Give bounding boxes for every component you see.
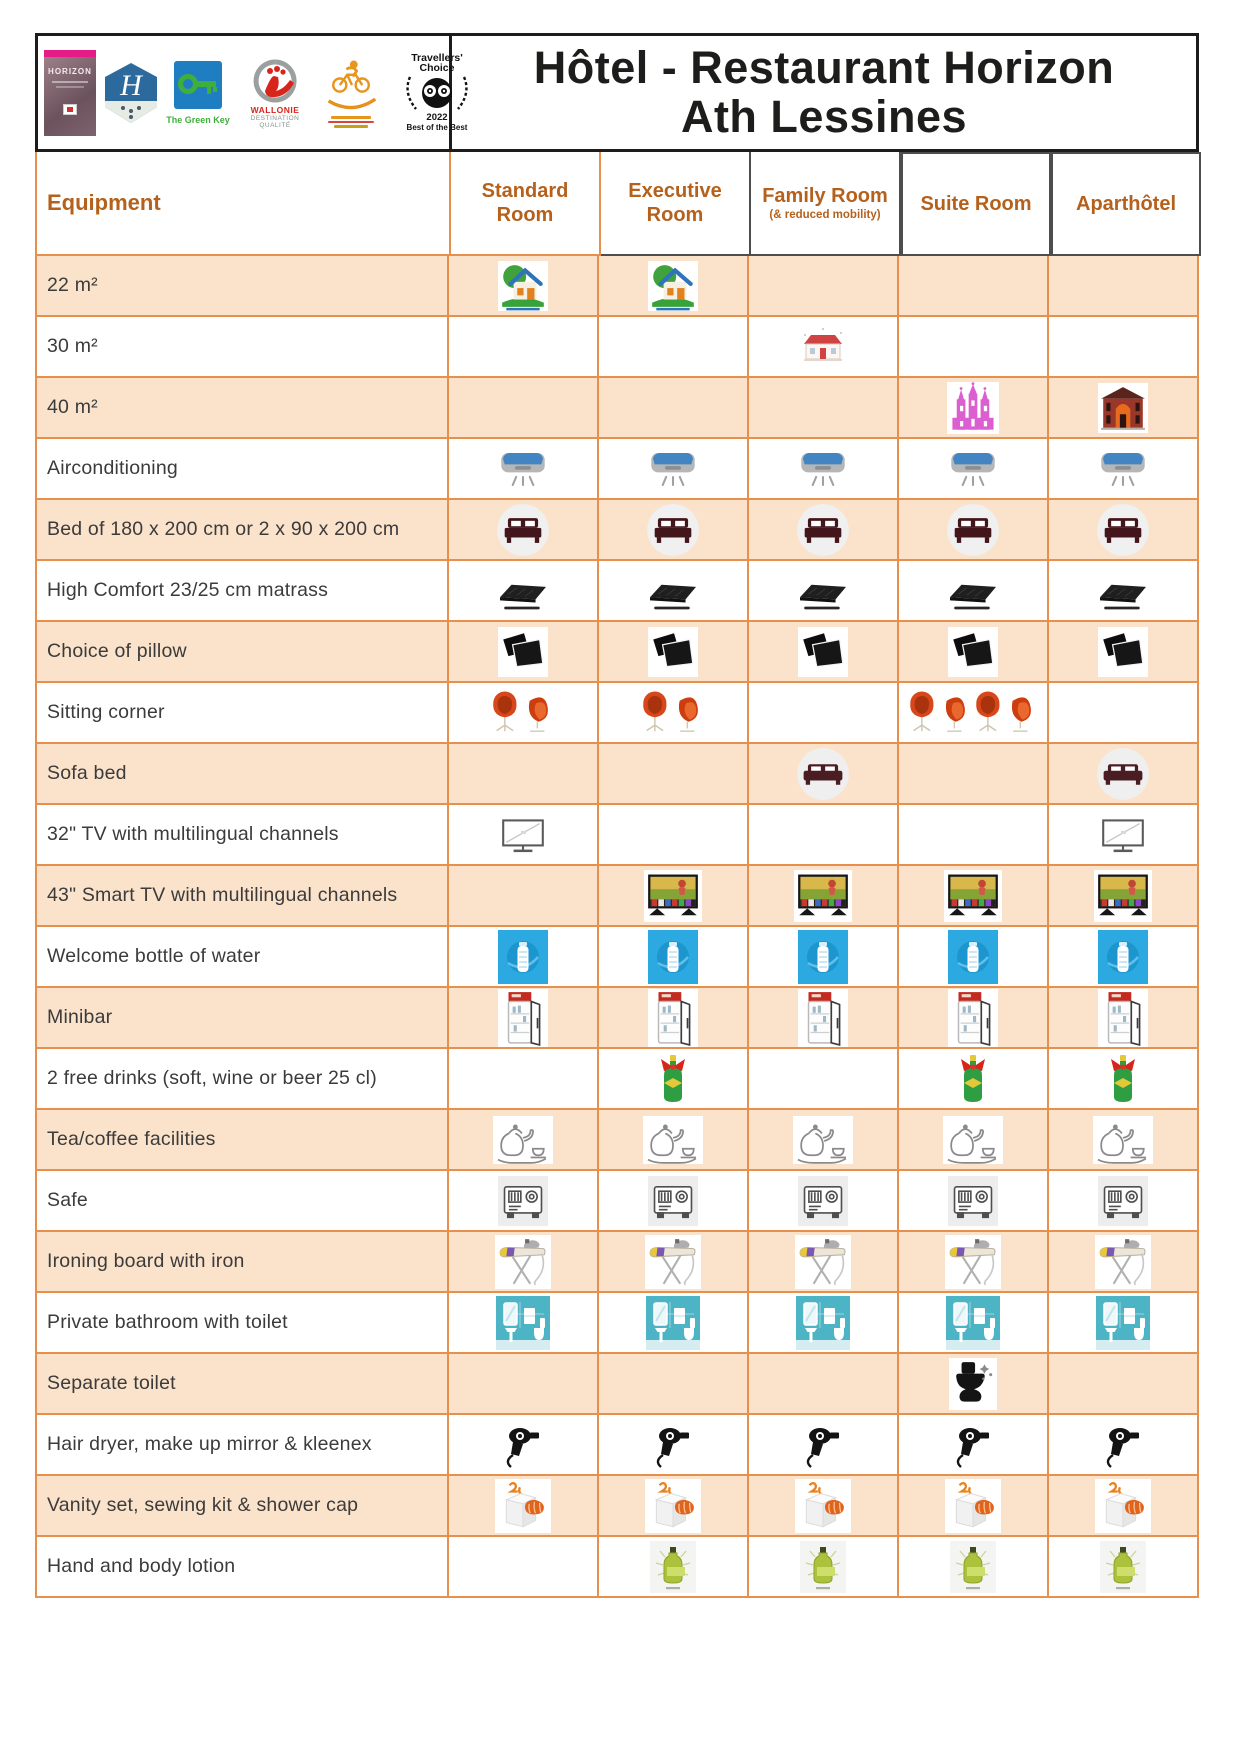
feature-cell-standard — [449, 805, 599, 866]
house-green-icon — [648, 261, 698, 311]
toilet-black-icon — [949, 1358, 997, 1410]
table-row — [37, 744, 1199, 805]
feature-cell-executive — [599, 561, 749, 622]
family-sublabel: (& reduced mobility) — [769, 208, 881, 221]
feature-cell-family — [749, 256, 899, 317]
feature-cell-standard — [449, 622, 599, 683]
feature-cell-suite — [899, 1293, 1049, 1354]
logo-strip — [38, 36, 468, 149]
safe-icon — [498, 1176, 548, 1226]
chairs-2-icon — [489, 691, 557, 735]
feature-cell-executive — [599, 1415, 749, 1476]
feature-cell-suite — [899, 1110, 1049, 1171]
row-label: Hand and body lotion — [37, 1537, 449, 1598]
feature-cell-suite — [899, 256, 1049, 317]
table-row — [37, 561, 1199, 622]
feature-cell-standard — [449, 561, 599, 622]
feature-cell-executive — [599, 1537, 749, 1598]
water-icon — [498, 930, 548, 984]
col-header-executive: Executive Room — [601, 152, 751, 256]
feature-cell-family — [749, 317, 899, 378]
bathroom-icon — [1096, 1296, 1150, 1350]
hairdryer-icon — [1099, 1421, 1147, 1469]
iron-icon — [795, 1235, 851, 1289]
feature-cell-executive — [599, 1232, 749, 1293]
bathroom-icon — [646, 1296, 700, 1350]
feature-cell-suite — [899, 317, 1049, 378]
airco-icon — [1095, 445, 1151, 493]
tv-32-icon — [498, 812, 548, 858]
feature-cell-aparthotel — [1049, 866, 1199, 927]
feature-cell-aparthotel — [1049, 1537, 1199, 1598]
castle-pink-icon — [947, 382, 999, 434]
tea-icon — [793, 1116, 853, 1164]
table-row — [37, 927, 1199, 988]
feature-cell-suite — [899, 561, 1049, 622]
vanity-icon — [1095, 1479, 1151, 1533]
tv-43-icon — [644, 870, 702, 922]
feature-cell-family — [749, 683, 899, 744]
mattress-icon — [1095, 568, 1151, 614]
comparison-table — [35, 33, 1199, 1598]
pillow-icon — [948, 627, 998, 677]
flag-icon — [63, 104, 77, 115]
feature-cell-executive — [599, 317, 749, 378]
feature-cell-family — [749, 1537, 899, 1598]
table-row — [37, 439, 1199, 500]
mattress-icon — [795, 568, 851, 614]
bed-icon — [945, 502, 1001, 558]
feature-cell-aparthotel — [1049, 1415, 1199, 1476]
feature-cell-aparthotel — [1049, 1232, 1199, 1293]
row-label: 30 m² — [37, 317, 449, 378]
horizon-logo-text: HORIZON — [48, 66, 92, 76]
bed-icon — [495, 502, 551, 558]
bathroom-icon — [496, 1296, 550, 1350]
feature-cell-standard — [449, 256, 599, 317]
title-line-1: Hôtel - Restaurant Horizon — [533, 41, 1115, 93]
water-icon — [948, 930, 998, 984]
row-label: Tea/coffee facilities — [37, 1110, 449, 1171]
feature-cell-suite — [899, 1049, 1049, 1110]
feature-cell-family — [749, 1110, 899, 1171]
feature-cell-suite — [899, 805, 1049, 866]
travellers-choice-logo: Travellers' Choice 2022 Best of the Best — [389, 53, 485, 133]
row-label: Minibar — [37, 988, 449, 1049]
feature-cell-family — [749, 866, 899, 927]
hairdryer-icon — [649, 1421, 697, 1469]
table-row — [37, 683, 1199, 744]
row-label: Bed of 180 x 200 cm or 2 x 90 x 200 cm — [37, 500, 449, 561]
feature-cell-suite — [899, 927, 1049, 988]
velo-small-text — [320, 116, 382, 128]
feature-cell-executive — [599, 1110, 749, 1171]
feature-cell-family — [749, 744, 899, 805]
feature-cell-family — [749, 378, 899, 439]
col-header-family: Family Room (& reduced mobility) — [751, 152, 901, 256]
tea-icon — [1093, 1116, 1153, 1164]
iron-icon — [1095, 1235, 1151, 1289]
drink-icon — [1103, 1053, 1143, 1105]
table-row — [37, 1415, 1199, 1476]
feature-cell-standard — [449, 1354, 599, 1415]
feature-cell-executive — [599, 622, 749, 683]
feature-cell-standard — [449, 927, 599, 988]
title-line-2: Ath Lessines — [680, 90, 968, 142]
table-row — [37, 1537, 1199, 1598]
bathroom-icon — [946, 1296, 1000, 1350]
feature-cell-aparthotel — [1049, 378, 1199, 439]
feature-cell-standard — [449, 683, 599, 744]
sofabed-icon — [1095, 746, 1151, 802]
feature-cell-suite — [899, 1537, 1049, 1598]
equipment-header: Equipment — [37, 152, 451, 256]
feature-cell-aparthotel — [1049, 1293, 1199, 1354]
pillow-icon — [498, 627, 548, 677]
bed-icon — [1095, 502, 1151, 558]
row-label: Ironing board with iron — [37, 1232, 449, 1293]
safe-icon — [798, 1176, 848, 1226]
minibar-icon — [798, 989, 848, 1047]
table-row — [37, 1476, 1199, 1537]
mansion-red-icon — [1098, 383, 1148, 433]
table-row — [37, 1049, 1199, 1110]
water-icon — [1098, 930, 1148, 984]
feature-cell-standard — [449, 866, 599, 927]
feature-cell-standard — [449, 1415, 599, 1476]
drink-icon — [953, 1053, 993, 1105]
table-row — [37, 378, 1199, 439]
row-label: 22 m² — [37, 256, 449, 317]
feature-cell-aparthotel — [1049, 500, 1199, 561]
bed-icon — [795, 502, 851, 558]
feature-cell-suite — [899, 439, 1049, 500]
vanity-icon — [645, 1479, 701, 1533]
feature-cell-executive — [599, 1171, 749, 1232]
feature-cell-executive — [599, 1476, 749, 1537]
feature-cell-aparthotel — [1049, 317, 1199, 378]
safe-icon — [648, 1176, 698, 1226]
mattress-icon — [945, 568, 1001, 614]
feature-cell-aparthotel — [1049, 1171, 1199, 1232]
table-row — [37, 1110, 1199, 1171]
row-label: High Comfort 23/25 cm matrass — [37, 561, 449, 622]
minibar-icon — [648, 989, 698, 1047]
table-row — [37, 500, 1199, 561]
hairdryer-icon — [499, 1421, 547, 1469]
chairs-2-icon — [639, 691, 707, 735]
feature-cell-executive — [599, 1293, 749, 1354]
pillow-icon — [798, 627, 848, 677]
feature-cell-family — [749, 988, 899, 1049]
feature-cell-standard — [449, 1293, 599, 1354]
lotion-icon — [800, 1541, 846, 1593]
mattress-icon — [645, 568, 701, 614]
feature-cell-family — [749, 805, 899, 866]
hairdryer-icon — [799, 1421, 847, 1469]
minibar-icon — [498, 989, 548, 1047]
top-header-box — [35, 33, 1199, 152]
page-title — [452, 36, 1196, 149]
vanity-icon — [495, 1479, 551, 1533]
vanity-icon — [945, 1479, 1001, 1533]
table-row — [37, 1293, 1199, 1354]
feature-cell-executive — [599, 805, 749, 866]
feature-cell-suite — [899, 378, 1049, 439]
feature-cell-aparthotel — [1049, 1110, 1199, 1171]
row-label: 40 m² — [37, 378, 449, 439]
sofabed-icon — [795, 746, 851, 802]
row-label: 43" Smart TV with multilingual channels — [37, 866, 449, 927]
feature-cell-aparthotel — [1049, 1354, 1199, 1415]
green-key-label: The Green Key — [166, 114, 230, 125]
water-icon — [798, 930, 848, 984]
iron-icon — [645, 1235, 701, 1289]
feature-cell-standard — [449, 988, 599, 1049]
safe-icon — [1098, 1176, 1148, 1226]
row-label: Separate toilet — [37, 1354, 449, 1415]
feature-cell-executive — [599, 866, 749, 927]
tv-43-icon — [1094, 870, 1152, 922]
feature-cell-standard — [449, 1232, 599, 1293]
row-label: Private bathroom with toilet — [37, 1293, 449, 1354]
feature-cell-executive — [599, 988, 749, 1049]
col-header-suite: Suite Room — [901, 152, 1051, 256]
airco-icon — [945, 445, 1001, 493]
row-label: Welcome bottle of water — [37, 927, 449, 988]
feature-cell-aparthotel — [1049, 805, 1199, 866]
row-label: 32" TV with multilingual channels — [37, 805, 449, 866]
feature-cell-family — [749, 1171, 899, 1232]
feature-cell-standard — [449, 1049, 599, 1110]
feature-cell-aparthotel — [1049, 256, 1199, 317]
tv-43-icon — [794, 870, 852, 922]
row-label: 2 free drinks (soft, wine or beer 25 cl) — [37, 1049, 449, 1110]
feature-cell-suite — [899, 1232, 1049, 1293]
feature-cell-family — [749, 927, 899, 988]
table-row — [37, 317, 1199, 378]
feature-cell-executive — [599, 744, 749, 805]
col-header-aparthotel: Aparthôtel — [1051, 152, 1201, 256]
minibar-icon — [948, 989, 998, 1047]
vanity-icon — [795, 1479, 851, 1533]
wallonie-label: WALLONIE — [250, 104, 300, 115]
tea-icon — [493, 1116, 553, 1164]
feature-cell-executive — [599, 927, 749, 988]
bed-icon — [645, 502, 701, 558]
feature-cell-family — [749, 1476, 899, 1537]
airco-icon — [645, 445, 701, 493]
feature-cell-aparthotel — [1049, 439, 1199, 500]
feature-cell-suite — [899, 683, 1049, 744]
row-label: Choice of pillow — [37, 622, 449, 683]
safe-icon — [948, 1176, 998, 1226]
tripadvisor-owl-icon — [401, 75, 473, 113]
feature-cell-suite — [899, 500, 1049, 561]
feature-cell-family — [749, 1293, 899, 1354]
feature-cell-aparthotel — [1049, 744, 1199, 805]
feature-cell-aparthotel — [1049, 1049, 1199, 1110]
mattress-icon — [495, 568, 551, 614]
table-row — [37, 256, 1199, 317]
feature-cell-standard — [449, 500, 599, 561]
lotion-icon — [650, 1541, 696, 1593]
feature-cell-aparthotel — [1049, 988, 1199, 1049]
iron-icon — [495, 1235, 551, 1289]
feature-cell-standard — [449, 744, 599, 805]
minibar-icon — [1098, 989, 1148, 1047]
row-label: Airconditioning — [37, 439, 449, 500]
drink-icon — [653, 1053, 693, 1105]
feature-cell-family — [749, 1049, 899, 1110]
feature-cell-suite — [899, 1415, 1049, 1476]
table-row — [37, 866, 1199, 927]
feature-cell-family — [749, 439, 899, 500]
h-hexagon-logo — [103, 62, 159, 124]
feature-cell-executive — [599, 1049, 749, 1110]
table-row — [37, 1171, 1199, 1232]
bathroom-icon — [796, 1296, 850, 1350]
row-label: Hair dryer, make up mirror & kleenex — [37, 1415, 449, 1476]
table-row — [37, 988, 1199, 1049]
airco-icon — [795, 445, 851, 493]
feature-cell-suite — [899, 1354, 1049, 1415]
row-label: Sofa bed — [37, 744, 449, 805]
feature-cell-standard — [449, 439, 599, 500]
tea-icon — [943, 1116, 1003, 1164]
horizon-hotel-logo — [44, 50, 96, 136]
feature-cell-family — [749, 622, 899, 683]
feature-cell-standard — [449, 1537, 599, 1598]
tv-43-icon — [944, 870, 1002, 922]
hexagon-letter: H — [120, 68, 142, 102]
tea-icon — [643, 1116, 703, 1164]
hairdryer-icon — [949, 1421, 997, 1469]
feature-cell-family — [749, 561, 899, 622]
wallonie-qualite-logo: WALLONIE DESTINATION QUALITÉ — [237, 57, 313, 129]
feature-cell-standard — [449, 1476, 599, 1537]
feature-cell-family — [749, 500, 899, 561]
table-row — [37, 1354, 1199, 1415]
row-label: Vanity set, sewing kit & shower cap — [37, 1476, 449, 1537]
feature-cell-aparthotel — [1049, 561, 1199, 622]
chairs-4-icon — [906, 691, 1040, 735]
feature-cell-standard — [449, 1110, 599, 1171]
feature-cell-suite — [899, 988, 1049, 1049]
green-key-logo — [166, 60, 230, 126]
col-header-standard: Standard Room — [451, 152, 601, 256]
feature-cell-suite — [899, 1476, 1049, 1537]
feature-cell-suite — [899, 622, 1049, 683]
feature-cell-suite — [899, 744, 1049, 805]
feature-cell-suite — [899, 866, 1049, 927]
tv-32-icon — [1098, 812, 1148, 858]
feature-cell-aparthotel — [1049, 683, 1199, 744]
table-body — [35, 256, 1199, 1598]
feature-cell-suite — [899, 1171, 1049, 1232]
house-red-icon — [797, 323, 849, 371]
lotion-icon — [950, 1541, 996, 1593]
feature-cell-aparthotel — [1049, 927, 1199, 988]
column-header-row — [35, 152, 1199, 256]
feature-cell-executive — [599, 378, 749, 439]
pillow-icon — [1098, 627, 1148, 677]
water-icon — [648, 930, 698, 984]
bienvenue-velo-logo — [320, 57, 382, 128]
feature-cell-executive — [599, 439, 749, 500]
airco-icon — [495, 445, 551, 493]
feature-cell-executive — [599, 1354, 749, 1415]
lotion-icon — [1100, 1541, 1146, 1593]
feature-cell-aparthotel — [1049, 1476, 1199, 1537]
feature-cell-executive — [599, 500, 749, 561]
feature-cell-standard — [449, 317, 599, 378]
iron-icon — [945, 1235, 1001, 1289]
feature-cell-family — [749, 1354, 899, 1415]
feature-cell-family — [749, 1232, 899, 1293]
feature-cell-executive — [599, 256, 749, 317]
feature-cell-executive — [599, 683, 749, 744]
table-row — [37, 622, 1199, 683]
feature-cell-standard — [449, 378, 599, 439]
row-label: Sitting corner — [37, 683, 449, 744]
feature-cell-aparthotel — [1049, 622, 1199, 683]
row-label: Safe — [37, 1171, 449, 1232]
feature-cell-standard — [449, 1171, 599, 1232]
feature-cell-family — [749, 1415, 899, 1476]
table-row — [37, 805, 1199, 866]
house-green-icon — [498, 261, 548, 311]
table-row — [37, 1232, 1199, 1293]
pillow-icon — [648, 627, 698, 677]
